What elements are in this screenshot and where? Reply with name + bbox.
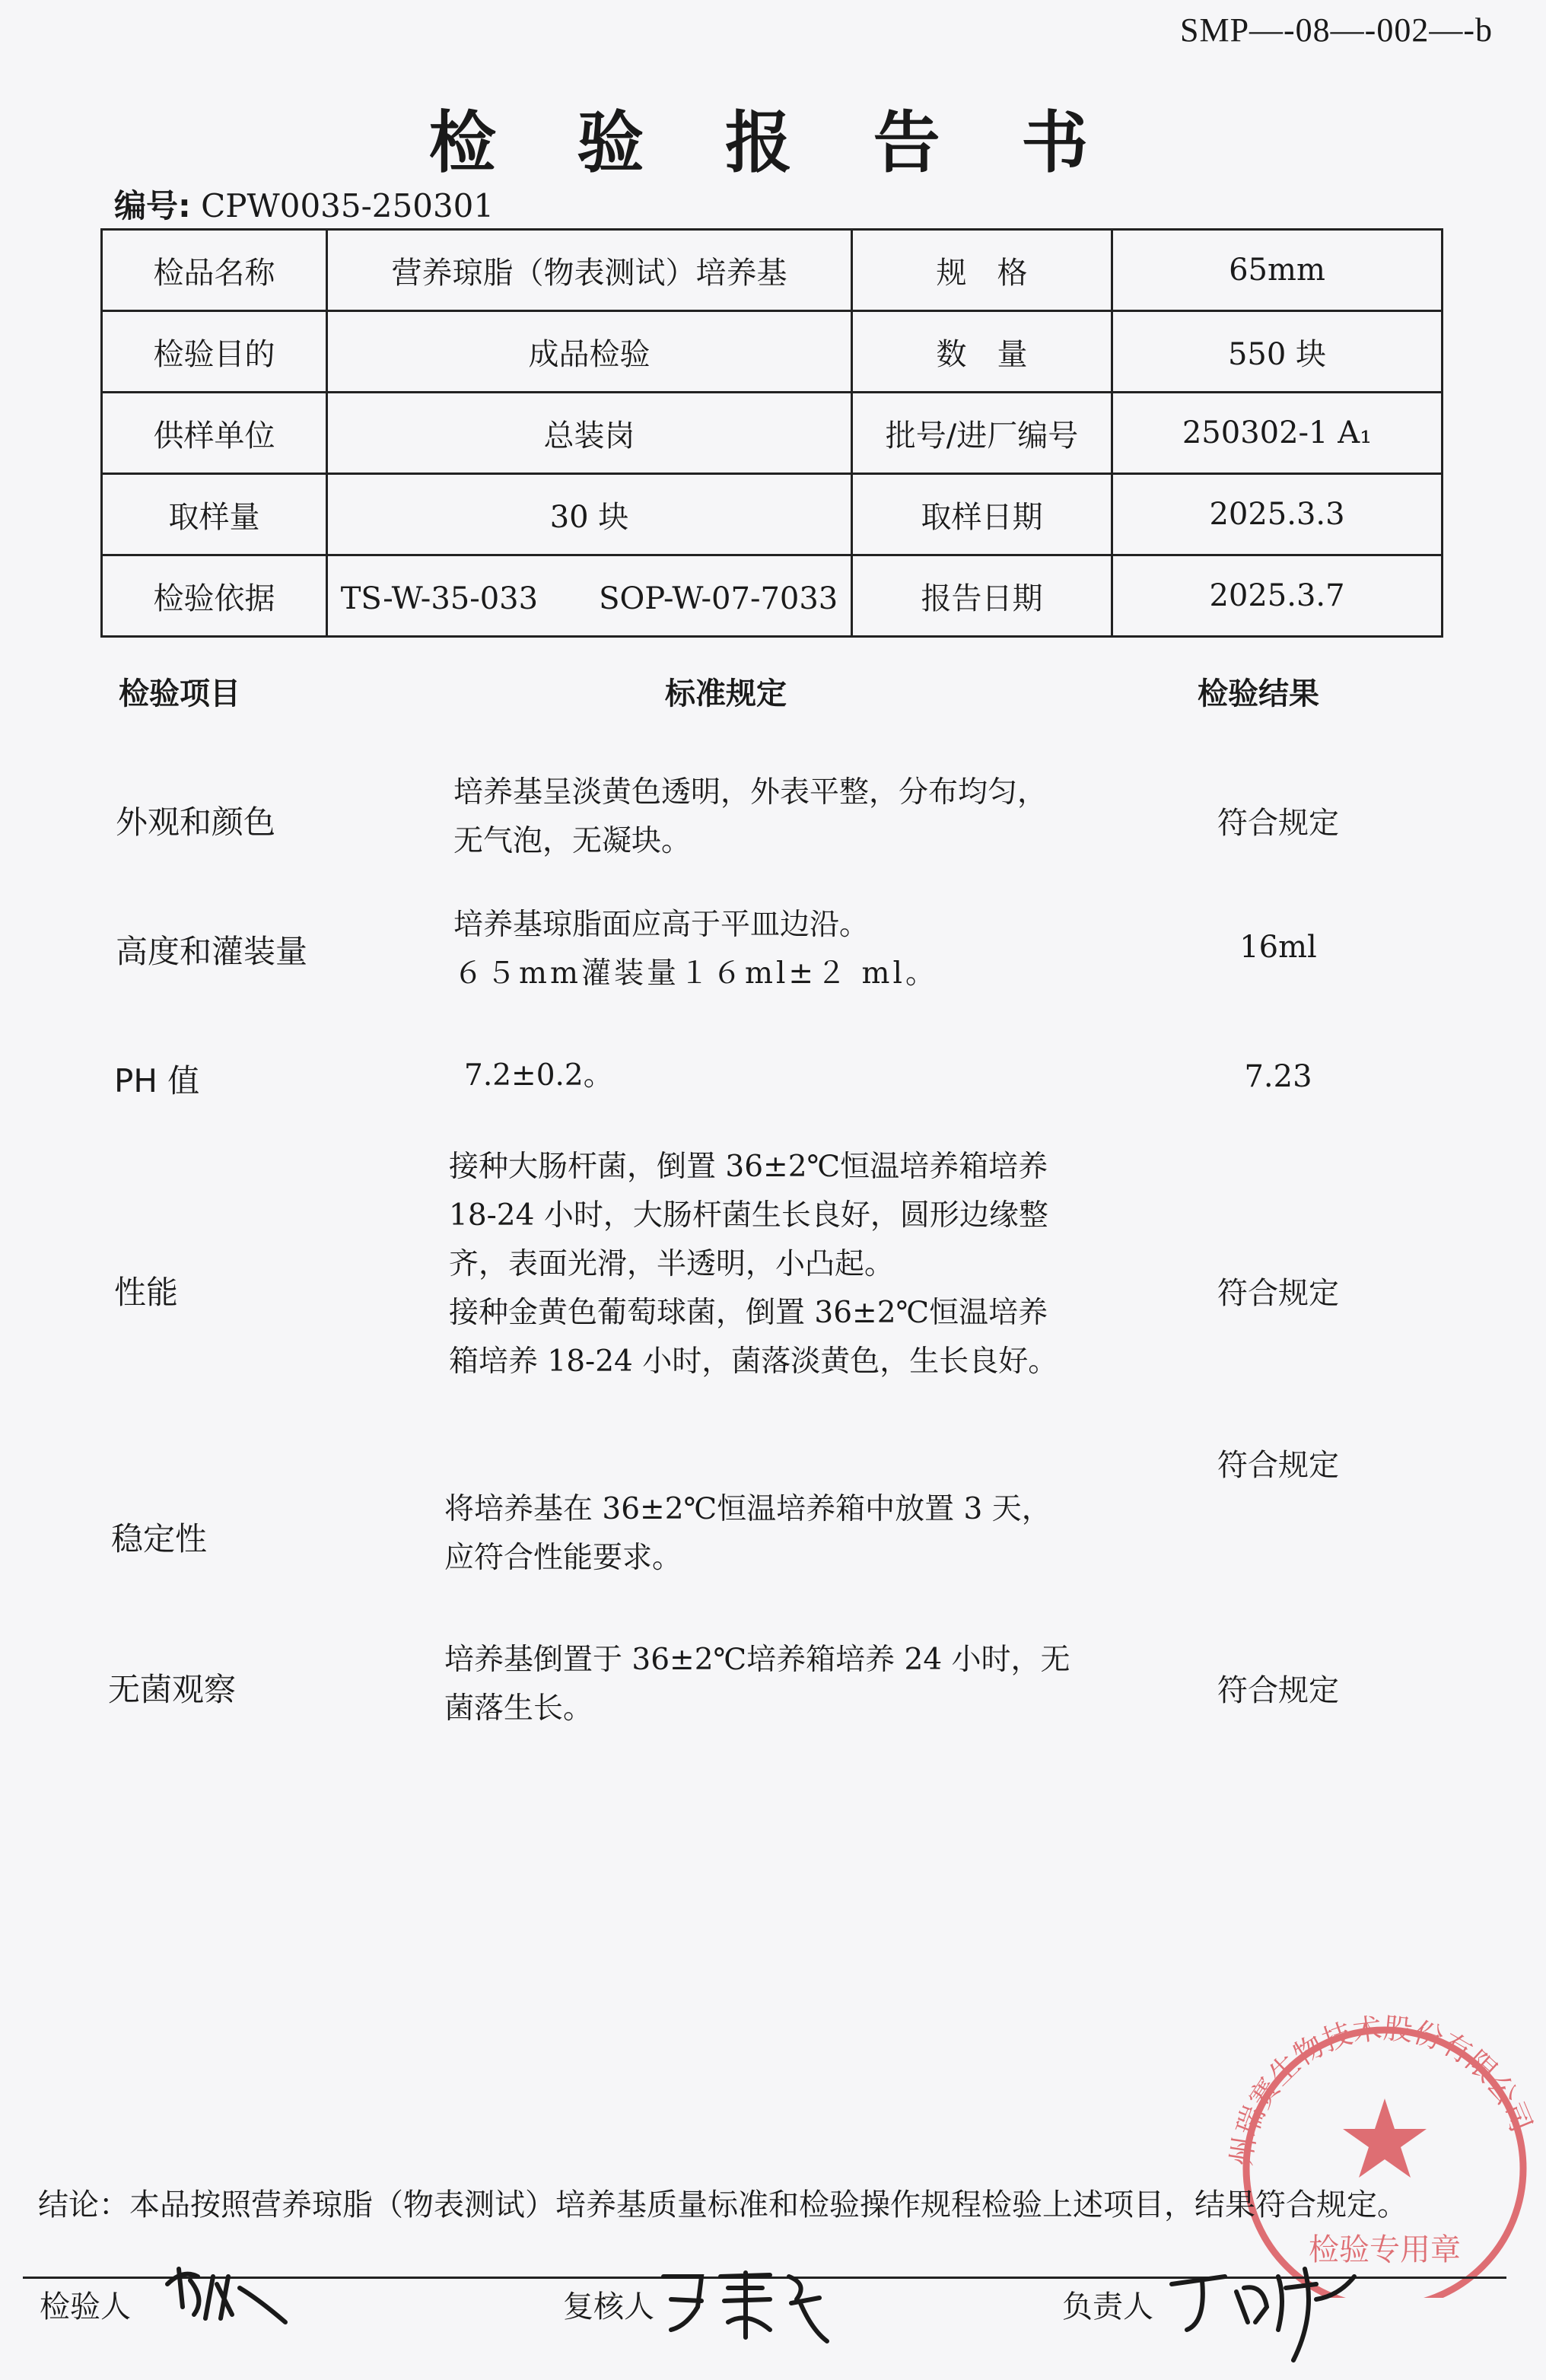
- test-item: 高度和灌装量: [116, 933, 308, 970]
- test-result: 16ml: [1239, 930, 1317, 965]
- stamp-lettering: 州瑞赛生物技术股份有限公司: [1223, 2011, 1538, 2168]
- standard-line: 培养基琼脂面应高于平皿边沿。: [453, 908, 870, 942]
- info-key: 检验目的: [102, 311, 327, 393]
- test-result: 符合规定: [1217, 806, 1339, 841]
- info-value: 2025.3.3: [1112, 474, 1443, 555]
- standard-line: 接种大肠杆菌，倒置 36±2℃恒温培养箱培养: [449, 1150, 1048, 1184]
- test-result: 符合规定: [1217, 1673, 1339, 1708]
- standard-line: 接种金黄色葡萄球菌，倒置 36±2℃恒温培养: [449, 1296, 1048, 1330]
- reviewer-label: 复核人: [563, 2289, 654, 2324]
- serial-number: [114, 181, 494, 227]
- serial-value: CPW0035-250301: [201, 187, 495, 224]
- inspector-signature: [160, 2254, 297, 2337]
- page-title: 检 验 报 告 书: [428, 103, 1118, 182]
- test-item: 无菌观察: [108, 1671, 237, 1708]
- header-item: 检验项目: [119, 676, 240, 711]
- info-key: 数 量: [852, 311, 1112, 393]
- info-value: 2025.3.7: [1112, 555, 1443, 637]
- inspector-label: 检验人: [40, 2289, 131, 2324]
- serial-label: 编号:: [114, 187, 191, 224]
- info-value: 550 块: [1112, 311, 1443, 393]
- test-item: PH 值: [114, 1062, 200, 1099]
- standard-line: 菌落生长。: [444, 1691, 593, 1726]
- test-standard: [444, 1636, 1129, 1733]
- test-standard: [453, 768, 1138, 866]
- table-row: [102, 311, 1443, 393]
- table-row: [102, 393, 1443, 474]
- stamp-star-icon: [1343, 2098, 1427, 2178]
- test-item: 性能: [114, 1274, 179, 1311]
- info-key: 取样量: [102, 474, 327, 555]
- info-key: 取样日期: [852, 474, 1112, 555]
- standard-line: 应符合性能要求。: [444, 1541, 682, 1575]
- standard-line: 齐，表面光滑，半透明，小凸起。: [449, 1247, 895, 1281]
- reviewer-signature: [656, 2254, 838, 2353]
- responsible-label: 负责人: [1062, 2289, 1153, 2324]
- table-row: [102, 474, 1443, 555]
- info-value: 65mm: [1112, 230, 1443, 311]
- test-result: 7.23: [1244, 1059, 1312, 1094]
- standard-line: 将培养基在 36±2℃恒温培养箱中放置 3 天，: [444, 1492, 1051, 1526]
- conclusion: 结论：本品按照营养琼脂（物表测试）培养基质量标准和检验操作规程检验上述项目，结果符合规定。: [38, 2188, 1408, 2222]
- standard-line: 7.2±0.2。: [464, 1058, 613, 1093]
- info-key: 批号/进厂编号: [852, 393, 1112, 474]
- info-value: 250302-1 A₁: [1112, 393, 1443, 474]
- info-key: 报告日期: [852, 555, 1112, 637]
- info-value: 30 块: [327, 474, 852, 555]
- info-key: 供样单位: [102, 393, 327, 474]
- info-key: 规 格: [852, 230, 1112, 311]
- info-value: 营养琼脂（物表测试）培养基: [327, 230, 852, 311]
- info-value: 总装岗: [327, 393, 852, 474]
- info-value: TS-W-35-033 SOP-W-07-7033: [327, 555, 852, 637]
- test-standard: [444, 1485, 1129, 1583]
- responsible-signature: [1164, 2254, 1362, 2368]
- standard-line: 无气泡，无凝块。: [453, 824, 692, 858]
- info-key: 检品名称: [102, 230, 327, 311]
- document-code: SMP—-08—-002—-b: [1179, 11, 1493, 49]
- standard-line: 培养基倒置于 36±2℃培养箱培养 24 小时，无: [444, 1643, 1070, 1677]
- standard-line: 培养基呈淡黄色透明，外表平整，分布均匀，: [453, 775, 1048, 810]
- test-standard: [453, 901, 1138, 998]
- test-result: 符合规定: [1217, 1448, 1339, 1483]
- standard-line: ６５mm灌装量１６ml±２ ml。: [453, 956, 938, 991]
- info-key: 检验依据: [102, 555, 327, 637]
- standard-line: 箱培养 18-24 小时，菌落淡黄色，生长良好。: [449, 1344, 1058, 1379]
- test-item: 外观和颜色: [116, 803, 276, 841]
- test-item: 稳定性: [111, 1520, 208, 1558]
- test-standard: [464, 1052, 1149, 1100]
- test-result: 符合规定: [1217, 1276, 1339, 1311]
- table-row: [102, 555, 1443, 637]
- sample-info-table: [100, 228, 1443, 638]
- test-standard: [449, 1143, 1134, 1386]
- header-result: 检验结果: [1198, 676, 1319, 711]
- info-value: 成品检验: [327, 311, 852, 393]
- stamp-sub-lettering: 检验专用章: [1309, 2232, 1461, 2267]
- standard-line: 18-24 小时，大肠杆菌生长良好，圆形边缘整: [449, 1198, 1048, 1233]
- header-standard: 标准规定: [665, 676, 787, 711]
- table-row: [102, 230, 1443, 311]
